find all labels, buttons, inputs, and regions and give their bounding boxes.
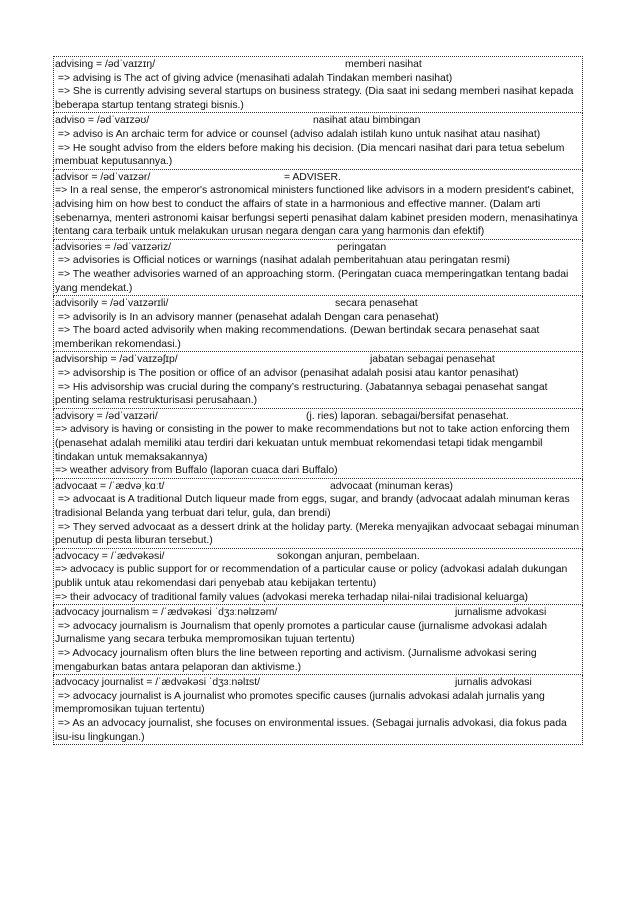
dictionary-entry: [53, 675, 583, 745]
entry-meaning: advocaat (minuman keras): [330, 480, 454, 492]
entry-term: advisor = /ədˈvaɪzər/: [55, 171, 151, 183]
entry-example: => The weather advisories warned of an approaching storm. (Peringatan cuaca memperingatkan tentang badai yang mendekat.): [55, 268, 572, 294]
entry-term: advocacy journalist = /ˈædvəkəsi ˈdʒɜːnəlɪst/: [55, 677, 260, 689]
entry-example: => She is currently advising several startups on business strategy. (Dia saat ini sedang memberi nasihat kepada beberapa startup tentang strategi bisnis.): [55, 86, 577, 111]
entry-term: advisories = /ədˈvaɪzəriz/: [55, 241, 172, 253]
entry-definition: => adviso is An archaic term for advice or counsel (adviso adalah istilah kuno untuk nasihat atau nasihat): [55, 128, 541, 140]
dictionary-entry: [53, 479, 583, 549]
entry-meaning: secara penasehat: [335, 298, 418, 310]
dictionary-entry: [53, 296, 583, 352]
dictionary-entry: [53, 56, 583, 113]
entry-example: => As an advocacy journalist, she focuses on environmental issues. (Sebagai jurnalis advokasi, dia fokus pada isu-isu lingkungan.): [55, 717, 570, 743]
entry-definition: => advocacy journalism is Journalism that openly promotes a particular cause (jurnalisme advokasi adalah Jurnalisme yang secara terbuka mempromosikan tujuan tertentu): [55, 620, 550, 646]
dictionary-entry: [53, 170, 583, 240]
entry-meaning: jurnalis advokasi: [455, 677, 532, 689]
entry-example: => weather advisory from Buffalo (laporan cuaca dari Buffalo): [55, 465, 338, 477]
entry-example: => In a real sense, the emperor's astronomical ministers functioned like advisors in a modern president's cabinet, advising him on how best to conduct the affairs of state in a harmonious and effective manner. (Dalam arti sebenarnya, menteri astronomi kaisar berfungsi seperti penasihat dalam kabinet presiden modern, menasihatinya tentang cara terbaik untuk melakukan urusan negara dengan cara yang harmonis dan efektif): [55, 185, 581, 238]
entry-definition: => advisorily is In an advisory manner (penasehat adalah Dengan cara penasehat): [55, 311, 439, 323]
entry-definition: => advocacy journalist is A journalist who promotes specific causes (jurnalis advokasi adalah jurnalis yang mempromosikan tujuan tertentu): [55, 690, 548, 716]
entry-term: advocacy journalism = /ˈædvəkəsi ˈdʒɜːnəlɪzəm/: [55, 607, 278, 619]
entry-meaning: nasihat atau bimbingan: [313, 115, 421, 127]
dictionary-entry: [53, 113, 583, 169]
entry-term: adviso = /ədˈvaɪzəʊ/: [55, 115, 150, 127]
dictionary-entry: [53, 240, 583, 296]
entry-example: => They served advocaat as a dessert drink at the holiday party. (Mereka menyajikan advocaat sebagai minuman penutup di pesta liburan tersebut.): [55, 521, 582, 547]
entry-meaning: memberi nasihat: [345, 59, 422, 70]
entry-example: => The board acted advisorily when making recommendations. (Dewan bertindak secara penasehat saat memberikan rekomendasi.): [55, 325, 543, 350]
entry-definition: => advisorship is The position or office of an advisor (penasihat adalah posisi atau kantor penasihat): [55, 368, 519, 380]
entry-meaning: (j. ries) laporan. sebagai/bersifat penasehat.: [306, 410, 509, 422]
entry-term: advocaat = /ˈædvəˌkɑːt/: [55, 480, 165, 492]
entry-term: advisory = /ədˈvaɪzəri/: [55, 410, 158, 422]
dictionary-entry: [53, 549, 583, 605]
entry-example: => Advocacy journalism often blurs the line between reporting and activism. (Jurnalisme advokasi sering mengaburkan batas antara pelaporan dan aktivisme.): [55, 647, 540, 673]
entry-meaning: = ADVISER.: [284, 171, 341, 183]
entry-definition: => advisories is Official notices or warnings (nasihat adalah pemberitahuan atau peringatan resmi): [55, 255, 510, 267]
dictionary-entry: [53, 409, 583, 479]
entry-term: advisorship = /ədˈvaɪzəʃɪp/: [55, 354, 178, 366]
entry-meaning: peringatan: [337, 241, 387, 253]
entry-meaning: jabatan sebagai penasehat: [370, 354, 495, 366]
entry-definition: => advocacy is public support for or recommendation of a particular cause or policy (advokasi adalah dukungan publik untuk atau rekomendasi dari penyebab atau kebijakan tertentu): [55, 564, 571, 589]
entry-definition: => advising is The act of giving advice (menasihati adalah Tindakan memberi nasihat): [55, 72, 453, 84]
entry-meaning: sokongan anjuran, pembelaan.: [277, 550, 420, 562]
entry-example: => their advocacy of traditional family values (advokasi mereka terhadap nilai-nilai tradisional keluarga): [55, 591, 529, 603]
entry-definition: => advisory is having or consisting in the power to make recommendations but not to take action enforcing them (penasehat adalah memiliki atau terdiri dari kekuatan untuk membuat rekomendasi tetapi tidak mengambil tindakan untuk memaksakannya): [55, 424, 573, 463]
entry-term: advisorily = /ədˈvaɪzərɪli/: [55, 298, 169, 310]
entry-meaning: jurnalisme advokasi: [455, 607, 547, 619]
entry-term: advising = /ədˈvaɪzɪŋ/: [55, 59, 156, 70]
entry-definition: => advocaat is A traditional Dutch liqueur made from eggs, sugar, and brandy (advocaat adalah minuman keras tradisional Belanda yang terbuat dari telur, gula, dan brendi): [55, 494, 573, 519]
entry-example: => He sought adviso from the elders before making his decision. (Dia mencari nasihat dari para tetua sebelum membuat keputusannya.): [55, 142, 568, 168]
dictionary-document: [53, 56, 583, 745]
entry-term: advocacy = /ˈædvəkəsi/: [55, 550, 165, 562]
entry-example: => His advisorship was crucial during the company’s restructuring. (Jabatannya sebagai penasehat sangat penting selama restrukturisasi perusahaan.): [55, 381, 551, 407]
dictionary-entry: [53, 352, 583, 408]
dictionary-entry: [53, 605, 583, 675]
